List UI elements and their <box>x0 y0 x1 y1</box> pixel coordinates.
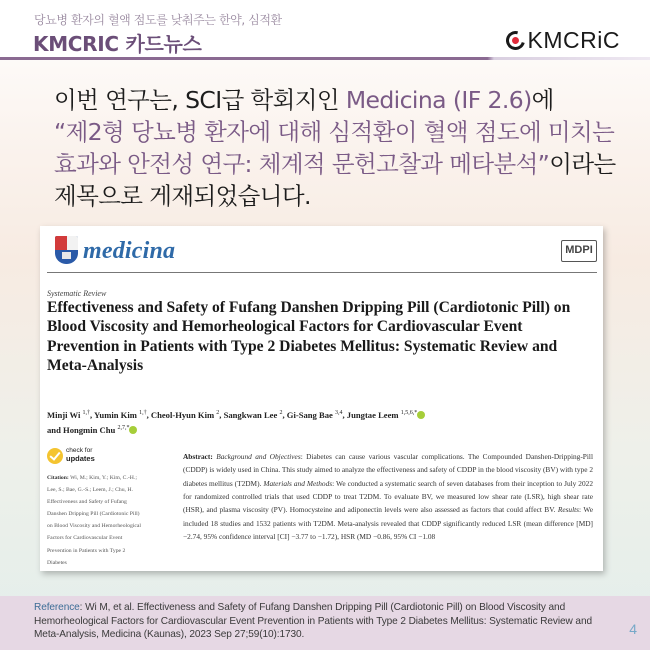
card-subtitle: 당뇨병 환자의 혈액 점도를 낮춰주는 한약, 심적환 <box>34 13 282 27</box>
header-divider <box>0 57 650 60</box>
headline-line-1: 이번 연구는, SCI급 학회지인 Medicina (IF 2.6)에 <box>54 86 554 114</box>
article-title: Effectiveness and Safety of Fufang Danshen Dripping Pill (Cardiotonic Pill) on Blood Viscosity and Hemorheological Factors for Cardiovascular Event Prevention in Patients with Type 2 Diabetes Mellitus: Systematic Review and Meta-Analysis <box>47 299 571 374</box>
journal-name: medicina <box>83 238 176 264</box>
headline-line-4: 제목으로 게재되었습니다. <box>54 182 311 210</box>
mdpi-logo-icon: MDPI <box>561 240 597 262</box>
headline-line-2: “제2형 당뇨병 환자에 대해 심적환이 혈액 점도에 미치는 <box>54 118 615 146</box>
article-type: Systematic Review <box>47 289 107 298</box>
brand-title: KMCRIC 카드뉴스 <box>33 32 202 56</box>
headline-line-3: 효과와 안전성 연구: 체계적 문헌고찰과 메타분석”이라는 <box>54 150 616 178</box>
logo-text: KMCRiC <box>527 27 620 53</box>
kmcric-logo-icon <box>502 28 528 54</box>
abstract-block: Abstract: Background and Objectives: Diabetes can cause various vascular complications. The Compounded Danshen-Dripping-Pill (CDDP) is widely used in China. This study aimed to analyze the effectiveness and safety of CDDP in the blood viscosity (BV) with type 2 diabetes mellitus (T2DM). Materials and Methods: We conducted a systematic search of seven databases from their inception to July 2022 for randomized controlled trials that used CDDP to treat T2DM. To evaluate BV, we measured low shear rate (LSR), high shear rate (HSR), and plasma viscosity (PV). Homocysteine and adiponectin levels were also assessed as factors that could affect BV. Results: We included 18 studies and 1532 patients with T2DM. Meta-analysis revealed that CDDP significantly reduced LSR (mean difference [MD] −2.74, 95% confidence interval [CI] −3.77 to −1.72), HSR (MD −0.86, 95% CI −1.08 <box>183 452 593 542</box>
orcid-icon <box>417 411 425 419</box>
citation-block: Citation: Wi, M.; Kim, Y.; Kim, C.-H.; Lee, S.; Bae, G.-S.; Leem, J.; Chu, H. Effectiveness and Safety of Fufang Danshen Dripping Pill (Cardiotonic Pill) on Blood Viscosity and Hemorheological Factors for Cardiovascular Event Prevention in Patients with Type 2 Diabetes <box>47 475 142 566</box>
checkmark-icon <box>47 448 63 464</box>
kmcric-logo <box>506 27 620 54</box>
journal-divider <box>47 272 597 273</box>
orcid-icon <box>129 426 137 434</box>
journal-highlight: Medicina (IF 2.6) <box>345 86 532 114</box>
page-number: 4 <box>629 621 637 637</box>
author-list: Minji Wi $^{1,\dagger}$, Yumin Kim $^{1,\dagger}$, Cheol-Hyun Kim $^2$, Sangkwan Lee $^2$, Gi-Sang Bae $^{3,4}$, Jungtae Leem $^{1,5,6,*}$ and Hongmin Chu $^{2,7,*}$ <box>47 407 597 436</box>
paper-screenshot <box>40 226 603 571</box>
journal-header <box>47 232 597 272</box>
reference-label: Reference <box>34 602 80 613</box>
check-for-updates-badge: check for updates <box>47 446 107 466</box>
medicina-crest-icon <box>55 236 78 264</box>
header <box>0 0 650 60</box>
reference-text: Reference: Wi M, et al. Effectiveness and Safety of Fufang Danshen Dripping Pill (Cardiotonic Pill) on Blood Viscosity and Hemorheological Factors for Cardiovascular Event Prevention in Patients with Type 2 Diabetes Mellitus: Systematic Review and Meta-Analysis, Medicina (Kaunas), 2023 Sep 27;59(10):1730. <box>34 602 592 641</box>
reference-footer <box>0 596 650 650</box>
headline <box>54 84 624 212</box>
